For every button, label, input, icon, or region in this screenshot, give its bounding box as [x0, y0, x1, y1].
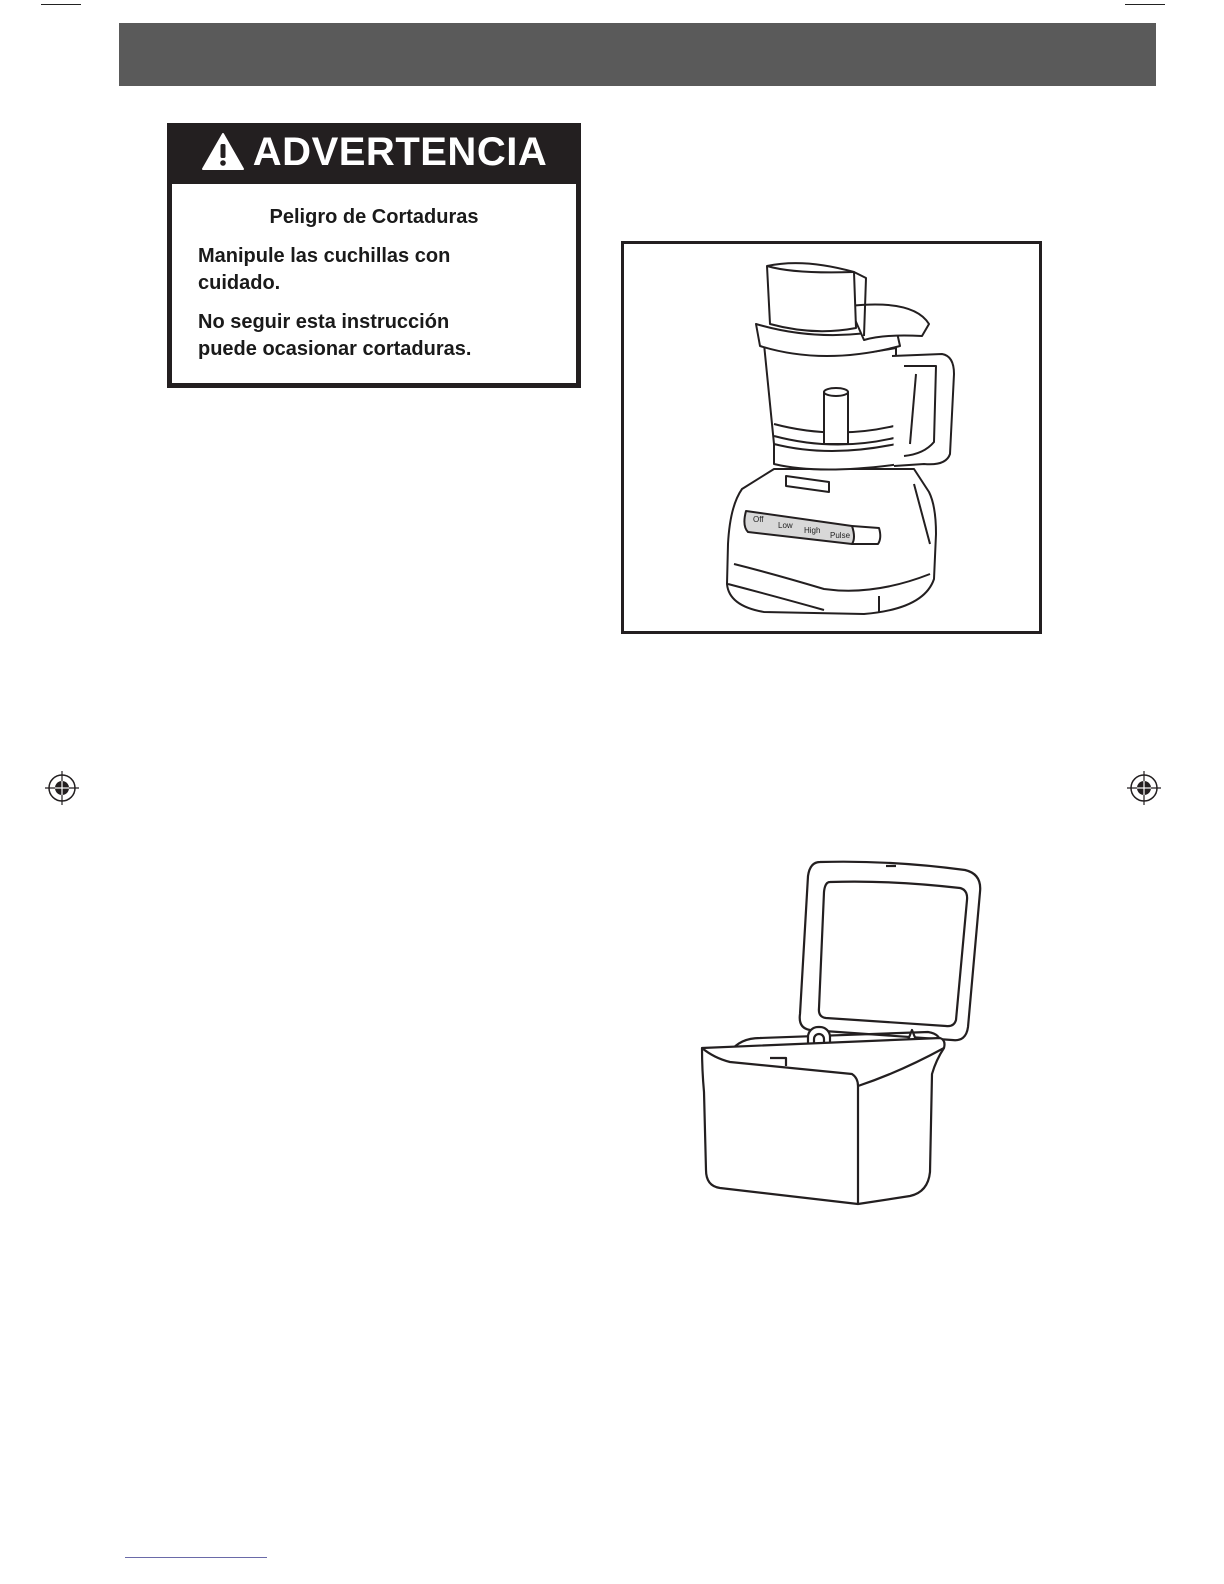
warning-instruction-2a: No seguir esta instrucción [198, 311, 450, 333]
header-bar [119, 23, 1156, 86]
warning-instruction-1a: Manipule las cuchillas con [198, 245, 451, 267]
warning-title: ADVERTENCIA [252, 129, 548, 174]
registration-mark-right [1127, 771, 1161, 805]
warning-header [167, 123, 581, 181]
warning-instruction-2b: puede ocasionar cortaduras. [198, 338, 472, 360]
control-high-label: High [804, 526, 821, 535]
crop-mark-top-left [41, 4, 81, 5]
control-off-label: Off [753, 515, 764, 524]
warning-subtitle: Peligro de Cortaduras [269, 206, 479, 228]
storage-case-illustration [690, 852, 990, 1212]
warning-box [167, 123, 581, 388]
footer-rule [125, 1557, 267, 1558]
control-pulse-label: Pulse [830, 531, 851, 540]
registration-mark-left [45, 771, 79, 805]
warning-triangle-icon [201, 132, 245, 172]
warning-body [172, 184, 576, 383]
crop-mark-top-right [1125, 4, 1165, 5]
control-low-label: Low [778, 521, 793, 530]
warning-instruction-1 [198, 243, 552, 297]
warning-instruction-2 [198, 309, 552, 363]
food-processor-illustration [624, 244, 1039, 631]
food-processor-figure [621, 241, 1042, 634]
warning-instruction-1b: cuidado. [198, 272, 281, 294]
